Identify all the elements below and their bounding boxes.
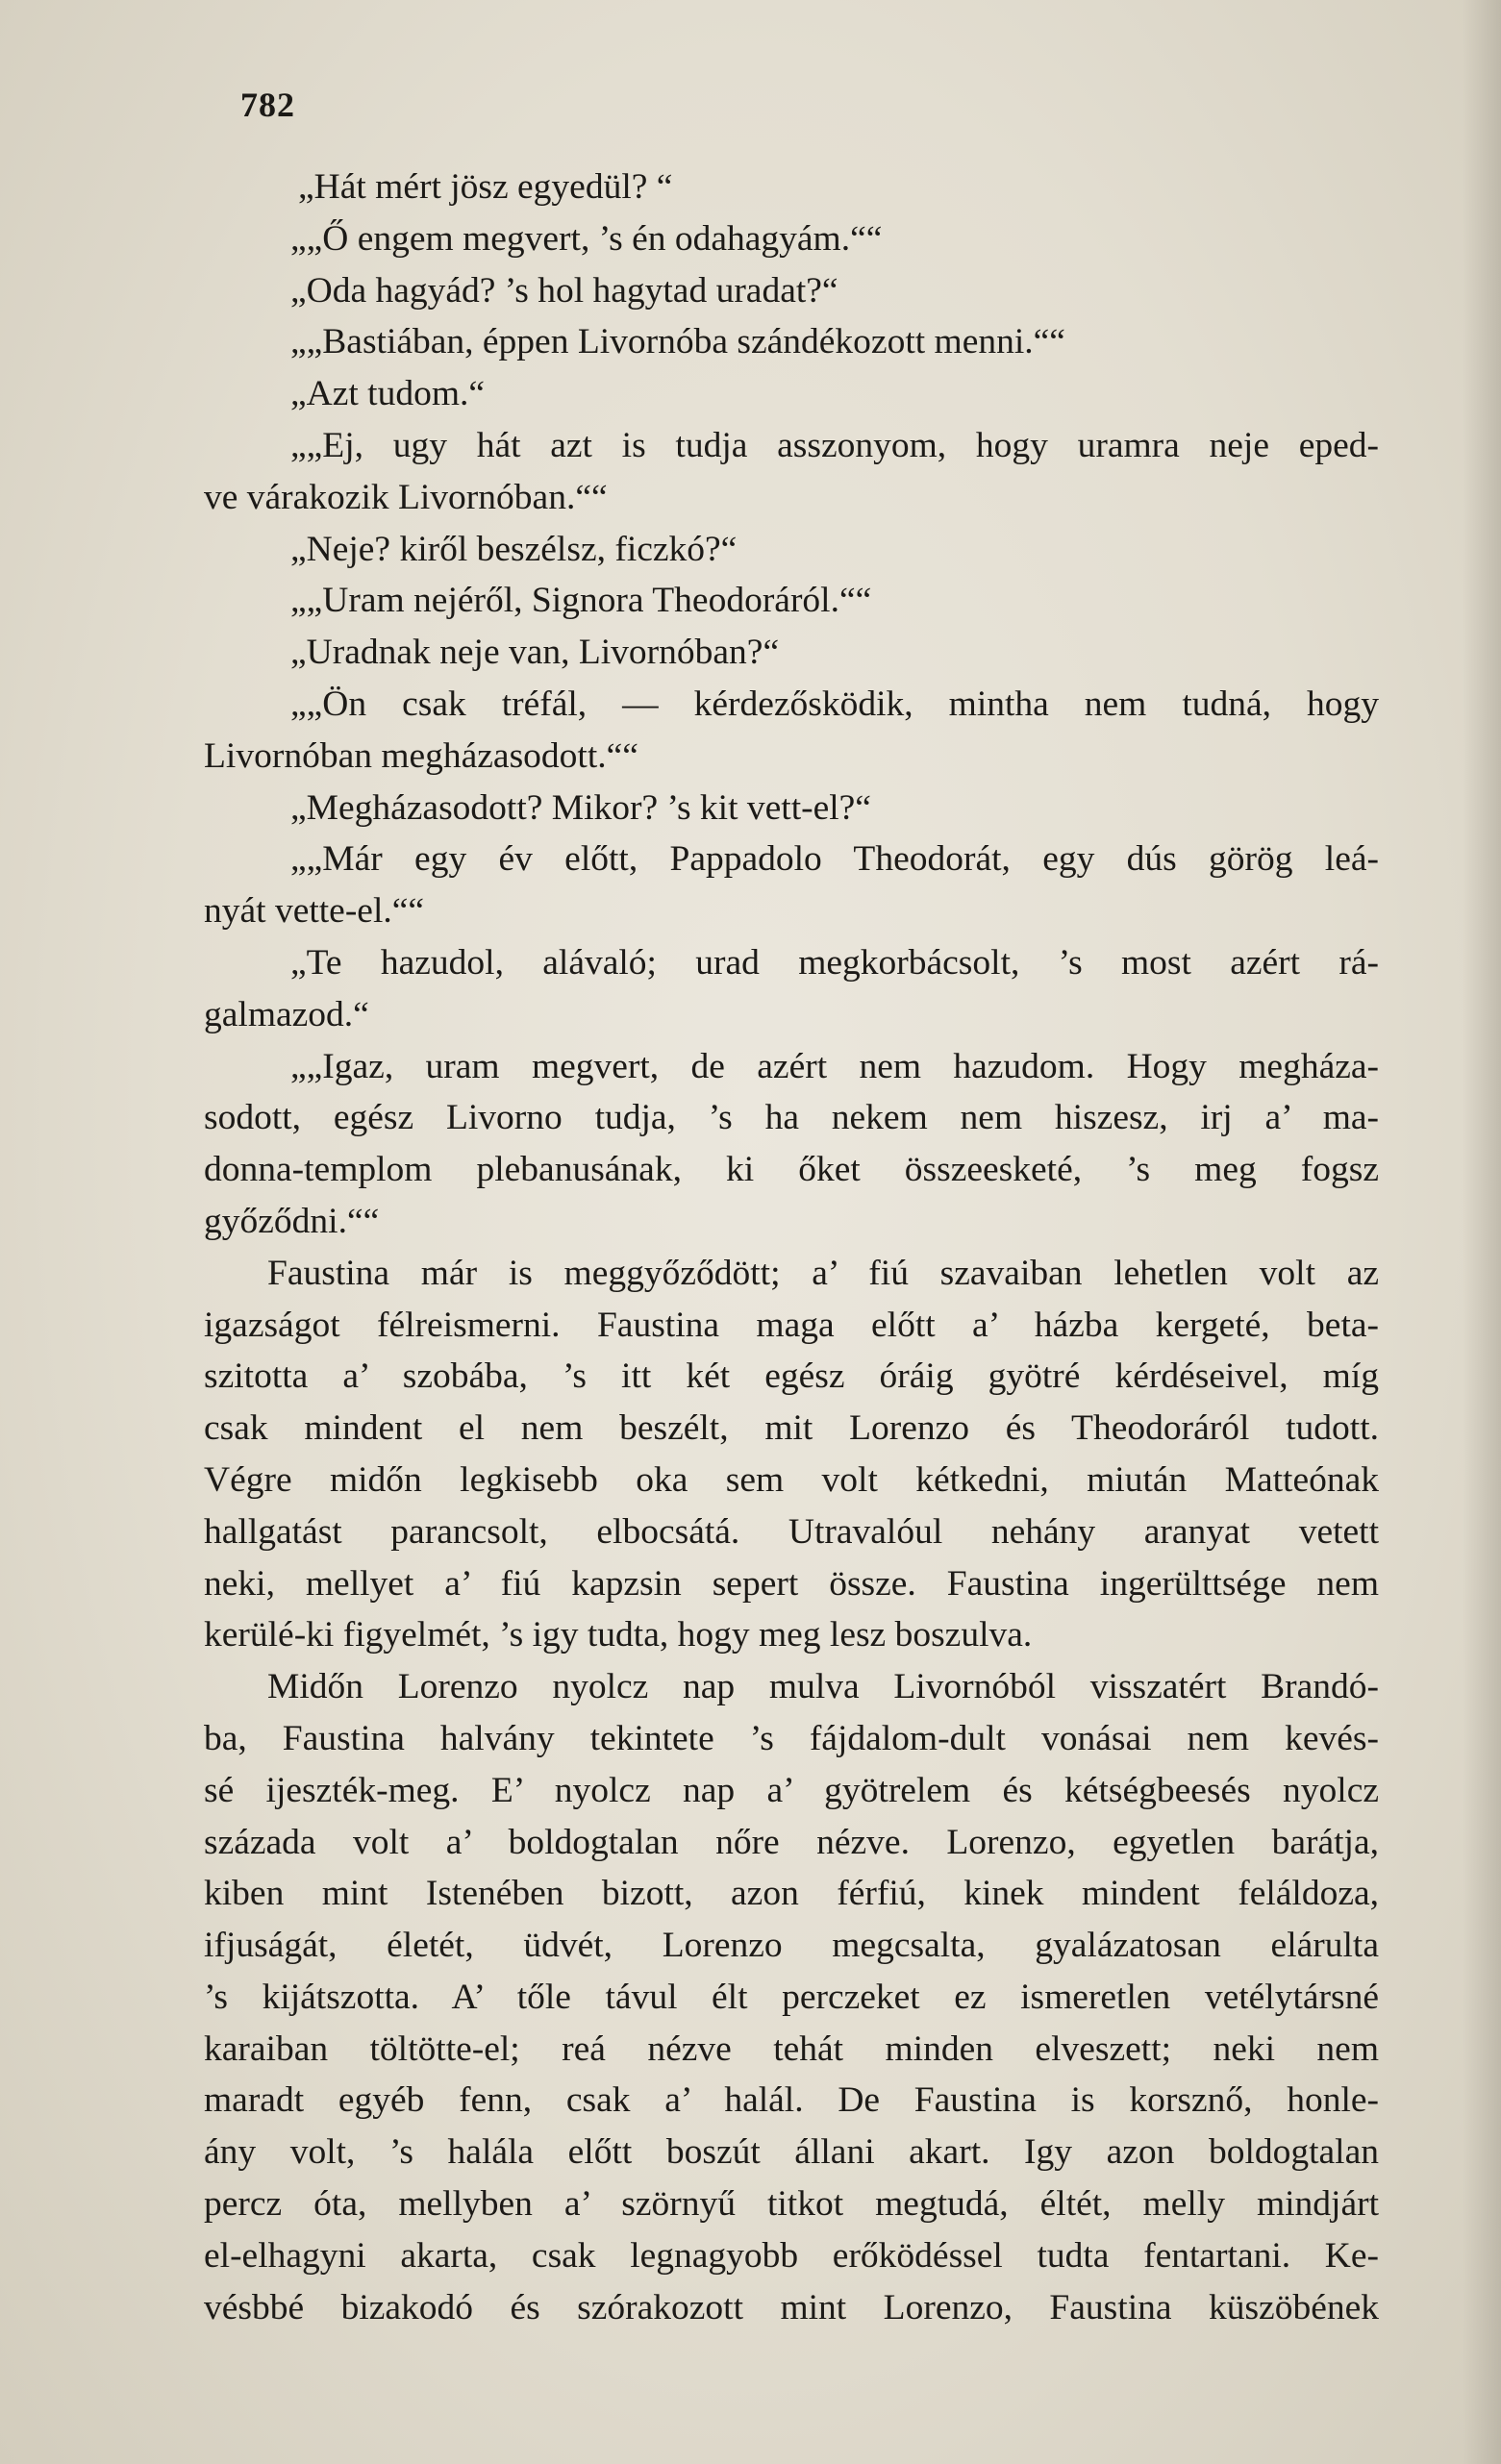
text-line: „Uradnak neje van, Livornóban?“ <box>290 633 780 673</box>
text-line: „„Bastiában, éppen Livornóba szándékozott menni.““ <box>290 322 1065 362</box>
text-line: sodott, egész Livorno tudja, ’s ha nekem nem hiszesz, irj a’ ma- <box>204 1098 1379 1138</box>
text-line: percz óta, mellyben a’ szörnyű titkot megtudá, éltét, melly mindjárt <box>204 2184 1379 2225</box>
text-line: Livornóban megházasodott.““ <box>204 735 638 776</box>
text-line: karaiban töltötte-el; reá nézve tehát minden elveszett; neki nem <box>204 2028 1379 2069</box>
text-line: donna-templom plebanusának, ki őket összeesketé, ’s meg fogsz <box>204 1150 1379 1190</box>
text-line: szitotta a’ szobába, ’s itt két egész óráig gyötré kérdéseivel, míg <box>204 1356 1379 1397</box>
text-line: „„Ön csak tréfál, — kérdezősködik, mintha nem tudná, hogy <box>290 684 1379 724</box>
text-line: hallgatást parancsolt, elbocsátá. Utravalóul nehány aranyat vetett <box>204 1511 1379 1552</box>
text-line: ve várakozik Livornóban.““ <box>204 477 608 517</box>
body-text <box>204 162 1379 2333</box>
text-line: vésbbé bizakodó és szórakozott mint Lorenzo, Faustina küszöbének <box>204 2287 1379 2327</box>
text-line: nyát vette-el.““ <box>204 891 425 932</box>
text-line: igazságot félreismerni. Faustina maga előtt a’ házba kergeté, beta- <box>204 1305 1379 1345</box>
text-line: „Azt tudom.“ <box>290 374 486 414</box>
text-line: „Hát mért jösz egyedül? “ <box>298 167 673 207</box>
text-line: el-elhagyni akarta, csak legnagyobb erőködéssel tudta fentartani. Ke- <box>204 2235 1379 2276</box>
text-line: Faustina már is meggyőződött; a’ fiú szavaiban lehetlen volt az <box>267 1253 1379 1293</box>
page-number: 782 <box>240 86 295 124</box>
text-line: „Te hazudol, alávaló; urad megkorbácsolt, ’s most azért rá- <box>290 942 1379 983</box>
text-line: ifjuságát, életét, üdvét, Lorenzo megcsalta, gyalázatosan elárulta <box>204 1926 1379 1966</box>
text-line: kerülé-ki figyelmét, ’s igy tudta, hogy meg lesz boszulva. <box>204 1615 1033 1655</box>
text-line: „„Igaz, uram megvert, de azért nem hazudom. Hogy megháza- <box>290 1046 1379 1086</box>
text-line: kiben mint Istenében bizott, azon férfiú, kinek mindent feláldoza, <box>204 1874 1379 1914</box>
text-line: „„Már egy év előtt, Pappadolo Theodorát, egy dús görög leá- <box>290 839 1379 880</box>
text-line: ány volt, ’s halála előtt boszút állani akart. Igy azon boldogtalan <box>204 2132 1379 2173</box>
text-line: ’s kijátszotta. A’ tőle távul élt perczeket ez ismeretlen vetélytársné <box>204 1977 1379 2017</box>
text-line: csak mindent el nem beszélt, mit Lorenzo és Theodoráról tudott. <box>204 1408 1379 1449</box>
text-line: „Oda hagyád? ’s hol hagytad uradat?“ <box>290 270 838 311</box>
text-line: Midőn Lorenzo nyolcz nap mulva Livornóból visszatért Brandó- <box>267 1667 1379 1707</box>
text-line: neki, mellyet a’ fiú kapzsin sepert össze. Faustina ingerülttsége nem <box>204 1563 1379 1604</box>
text-line: „Megházasodott? Mikor? ’s kit vett-el?“ <box>290 787 871 828</box>
text-line: százada volt a’ boldogtalan nőre nézve. Lorenzo, egyetlen barátja, <box>204 1822 1379 1862</box>
text-line: galmazod.“ <box>204 994 369 1034</box>
text-line: győződni.““ <box>204 1201 380 1241</box>
text-line: „„Ő engem megvert, ’s én odahagyám.““ <box>290 218 883 259</box>
text-line: maradt egyéb fenn, csak a’ halál. De Faustina is korsznő, honle- <box>204 2080 1379 2121</box>
text-line: Végre midőn legkisebb oka sem volt kétkedni, miután Matteónak <box>204 1459 1379 1500</box>
text-line: „„Ej, ugy hát azt is tudja asszonyom, hogy uramra neje eped- <box>290 425 1379 465</box>
text-line: sé ijeszték-meg. E’ nyolcz nap a’ gyötrelem és kétségbeesés nyolcz <box>204 1770 1379 1810</box>
text-line: „Neje? kiről beszélsz, ficzkó?“ <box>290 529 738 569</box>
text-line: ba, Faustina halvány tekintete ’s fájdalom-dult vonásai nem kevés- <box>204 1718 1379 1758</box>
text-line: „„Uram nejéről, Signora Theodoráról.““ <box>290 581 872 621</box>
